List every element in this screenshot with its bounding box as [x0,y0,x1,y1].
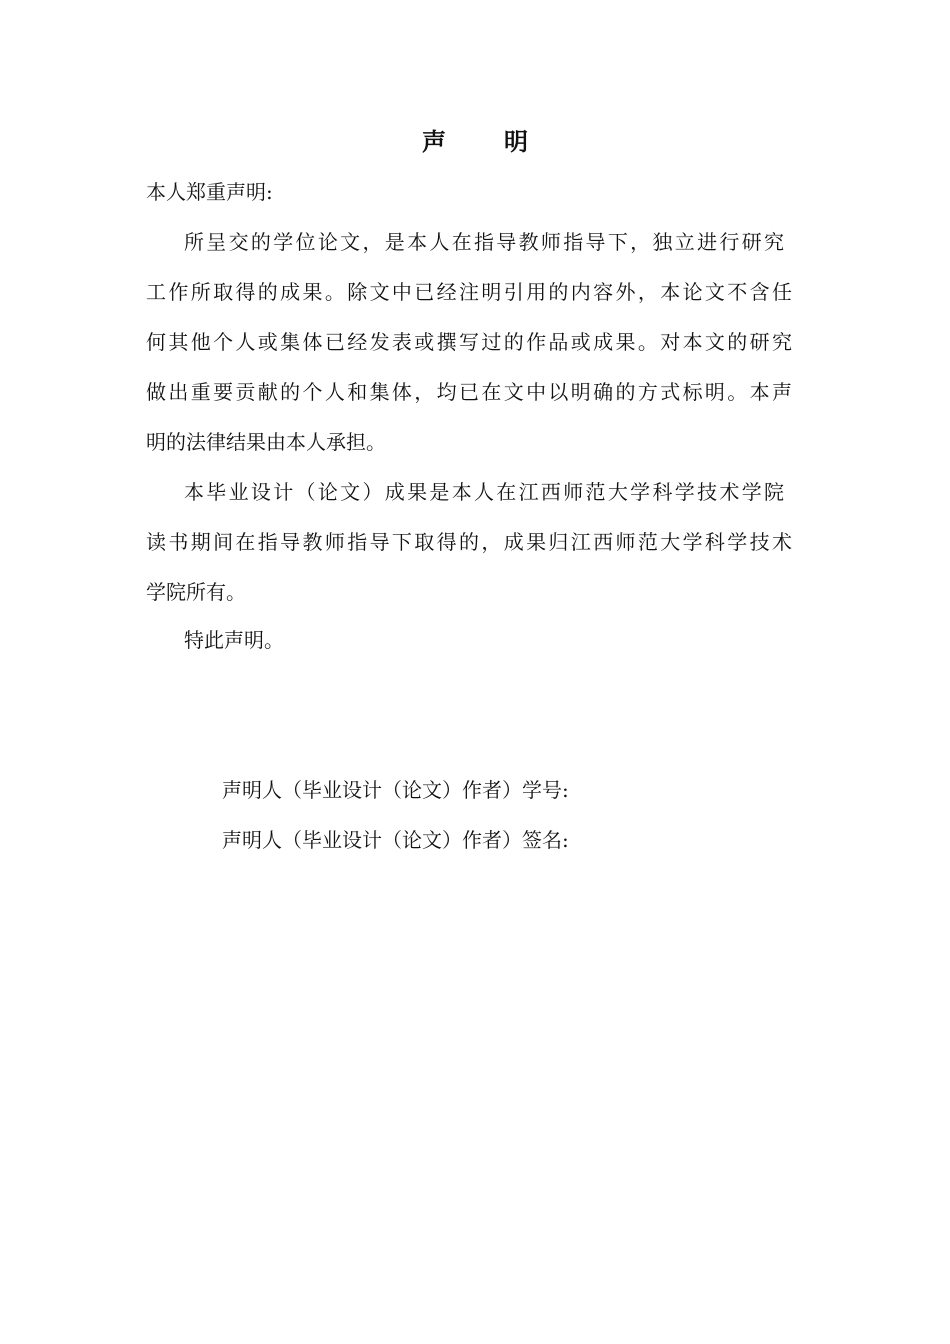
intro-text: 本人郑重声明: [146,180,273,204]
paragraph1-line-5: 明的法律结果由本人承担。 [146,430,386,454]
paragraph1-line-1: 所呈交的学位论文，是本人在指导教师指导下，独立进行研究 [184,230,784,254]
signature-label: 声明人（毕业设计（论文）作者）签名: [222,828,569,852]
paragraph1-line-3: 何其他个人或集体已经发表或撰写过的作品或成果。对本文的研究 [146,330,792,354]
student-id-label: 声明人（毕业设计（论文）作者）学号: [222,778,569,802]
closing-text: 特此声明。 [184,628,284,652]
paragraph2-line-2: 读书期间在指导教师指导下取得的，成果归江西师范大学科学技术 [146,530,792,554]
paragraph2-line-3: 学院所有。 [146,580,246,604]
page-title [0,122,950,162]
paragraph1-line-4: 做出重要贡献的个人和集体，均已在文中以明确的方式标明。本声 [146,380,792,404]
paragraph2-line-1: 本毕业设计（论文）成果是本人在江西师范大学科学技术学院 [184,480,784,504]
title-char-2: 明 [504,128,528,156]
paragraph1-line-2: 工作所取得的成果。除文中已经注明引用的内容外，本论文不含任 [146,280,792,304]
title-char-1: 声 [422,128,446,156]
